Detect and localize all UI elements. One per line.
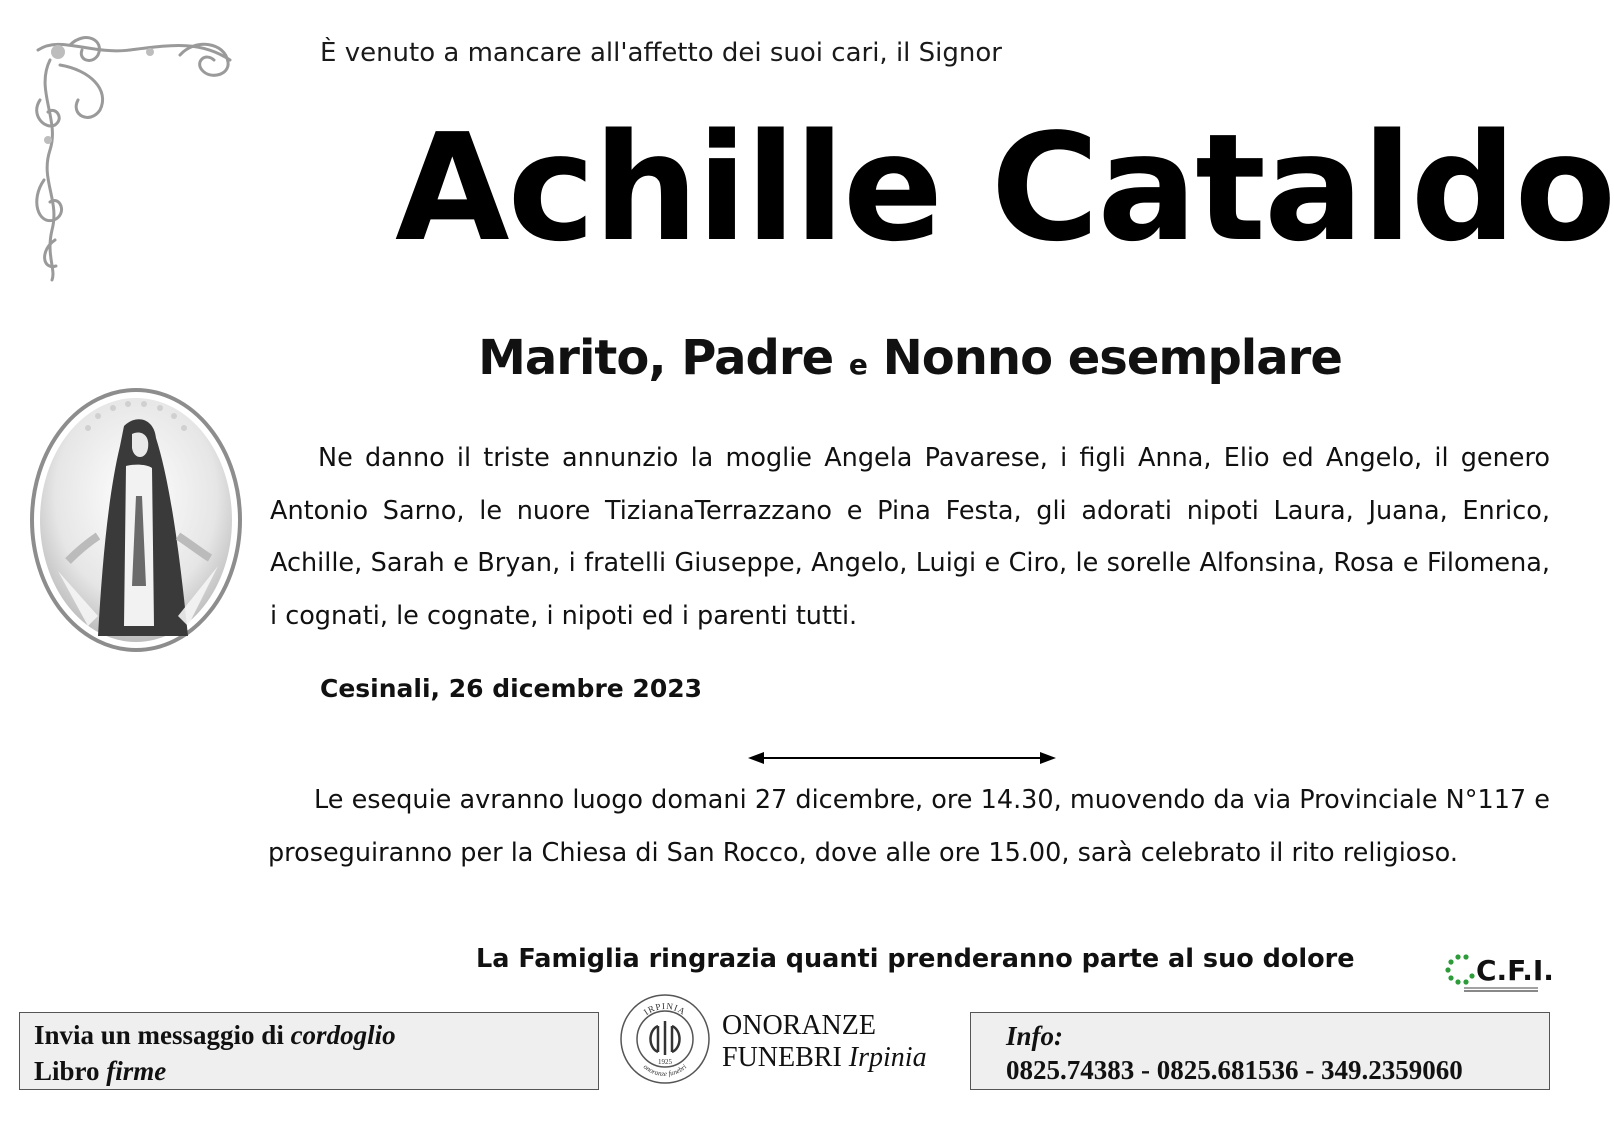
brand-line2: FUNEBRI Irpinia xyxy=(722,1042,927,1073)
announcement-text: Ne danno il triste annunzio la moglie Angela Pavarese, i figli Anna, Elio ed Angelo, il genero Antonio Sarno, le nuore TizianaTerrazzano e Pina Festa, gli adorati nipoti Laura, Juana, Enrico, Achille, Sarah e Bryan, i fratelli Giuseppe, Angelo, Luigi e Ciro, le sorelle Alfonsina, Rosa e Filomena, i cognati, le cognate, i nipoti ed i parenti tutti. xyxy=(270,443,1550,631)
double-arrow-icon xyxy=(748,748,1056,768)
subtitle-part2: Nonno esemplare xyxy=(866,330,1342,386)
condolence-link[interactable]: Invia un messaggio di cordoglio xyxy=(34,1020,396,1050)
thanks-text: La Famiglia ringrazia quanti prenderanno parte al suo dolore xyxy=(476,944,1355,974)
cfi-logo-icon xyxy=(1442,948,1554,996)
seal-bottom-text: onoranze funebri xyxy=(641,1062,689,1079)
seal-top-text: IRPINIA xyxy=(641,1000,688,1018)
announcement-paragraph xyxy=(270,432,1550,642)
seal-year-text: 1925 xyxy=(658,1058,672,1066)
phone-numbers[interactable]: 0825.74383 - 0825.681536 - 349.2359060 xyxy=(1006,1055,1463,1085)
place-date: Cesinali, 26 dicembre 2023 xyxy=(320,674,703,703)
deceased-name: Achille Cataldo xyxy=(395,102,1614,274)
cfi-logo-text: C.F.I. xyxy=(1476,954,1554,987)
funeral-home-seal-icon xyxy=(618,992,712,1086)
intro-text: È venuto a mancare all'affetto dei suoi cari, il Signor xyxy=(320,38,1002,68)
brand-line1: ONORANZE xyxy=(722,1010,876,1041)
info-box xyxy=(970,1012,1550,1090)
subtitle xyxy=(400,330,1420,386)
info-label: Info: xyxy=(1006,1021,1064,1051)
funeral-text: Le esequie avranno luogo domani 27 dicembre, ore 14.30, muovendo da via Provinciale N°117 e proseguiranno per la Chiesa di San Rocco, dove alle ore 15.00, sarà celebrato il rito religioso. xyxy=(268,785,1550,868)
guestbook-link[interactable]: Libro firme xyxy=(34,1056,167,1086)
funeral-home-brand xyxy=(722,1010,927,1074)
condolence-box[interactable] xyxy=(19,1012,599,1090)
corner-ornament-icon xyxy=(30,30,240,285)
funeral-paragraph xyxy=(268,774,1550,879)
subtitle-conjunction: e xyxy=(848,348,867,381)
madonna-portrait-icon xyxy=(28,386,244,654)
subtitle-part1: Marito, Padre xyxy=(478,330,849,386)
